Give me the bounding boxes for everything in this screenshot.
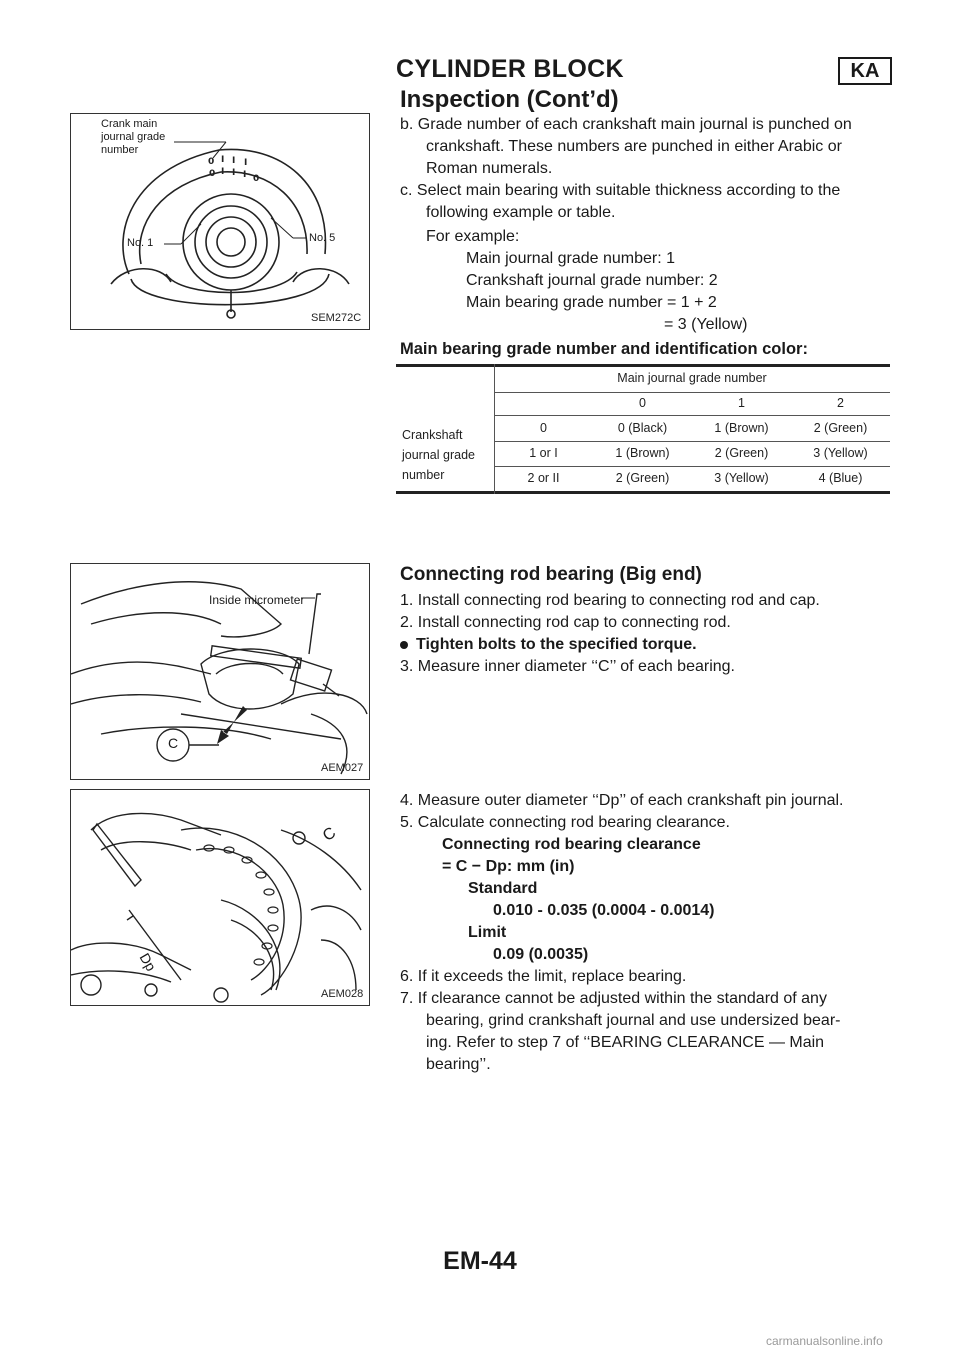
column-header: 1 (738, 396, 745, 410)
direction-arrow (217, 706, 247, 744)
row-group-line: number (402, 468, 445, 482)
callout-line: number (101, 144, 139, 156)
step-line: bearing, grind crankshaft journal and use undersized bear- (426, 1012, 841, 1029)
step-line: 5. Calculate connecting rod bearing clearance. (400, 814, 730, 831)
table-cell: 2 (Green) (813, 421, 868, 435)
page-subtitle: Inspection (Cont’d) (400, 86, 619, 113)
column-header: 2 (837, 396, 844, 410)
row-group-line: Crankshaft (402, 428, 463, 442)
figure-outer-micrometer (70, 789, 370, 1006)
column-header: 0 (639, 396, 646, 410)
row-header: 0 (540, 421, 547, 435)
row-group-line: journal grade (402, 448, 475, 462)
figure-crank-grade (70, 113, 370, 330)
example-line: Crankshaft journal grade number: 2 (466, 272, 718, 289)
figure-code: AEM027 (321, 762, 364, 774)
example-line: Main journal grade number: 1 (466, 250, 676, 267)
svg-text:0: 0 (253, 174, 260, 184)
table-cell: 4 (Blue) (818, 471, 863, 485)
svg-text:0: 0 (208, 157, 215, 167)
table-cell: 2 (Green) (714, 446, 769, 460)
step-b-line: b. Grade number of each crankshaft main journal is punched on (400, 116, 852, 133)
step-line: 4. Measure outer diameter ‘‘Dp’’ of each crankshaft pin journal. (400, 792, 844, 809)
outer-micrometer-illustration (71, 790, 369, 1005)
callout-dp: Dp (136, 950, 160, 974)
svg-text:I: I (232, 156, 236, 166)
callout-line: journal grade (101, 131, 166, 143)
bullet-icon (400, 641, 408, 649)
step-b-line: Roman numerals. (426, 160, 553, 177)
table-cell: 1 (Brown) (714, 421, 769, 435)
engine-badge: KA (838, 57, 892, 85)
step-b-line: crankshaft. These numbers are punched in either Arabic or (426, 138, 842, 155)
page-number: EM-44 (443, 1247, 517, 1275)
row-group-header (402, 425, 475, 485)
formula-line: = C − Dp: mm (in) (442, 858, 575, 875)
spec-label: Standard (468, 880, 538, 897)
watermark: carmanualsonline.info (766, 1334, 883, 1348)
step-line: 7. If clearance cannot be adjusted within the standard of any (400, 990, 827, 1007)
step-line: 1. Install connecting rod bearing to connecting rod and cap. (400, 592, 820, 609)
callout-no5: No. 5 (309, 232, 336, 244)
figure-code: AEM028 (321, 988, 364, 1000)
callout-line: Crank main (101, 118, 158, 130)
grade-table (396, 364, 890, 494)
svg-text:I: I (244, 158, 248, 168)
bullet-line (400, 634, 697, 656)
step-line: 6. If it exceeds the limit, replace bearing. (400, 968, 687, 985)
svg-text:I: I (221, 155, 225, 165)
callout-no1: No. 1 (127, 237, 154, 249)
table-cell: 1 (Brown) (615, 446, 670, 460)
step-line: 2. Install connecting rod cap to connecting rod. (400, 614, 731, 631)
figure-code: SEM272C (311, 312, 362, 324)
table-cell: 3 (Yellow) (714, 471, 769, 485)
spec-label: Limit (468, 924, 507, 941)
callout-c: C (168, 735, 179, 751)
callout-c: C (319, 824, 340, 845)
bullet-text: Tighten bolts to the specified torque. (416, 636, 697, 653)
row-header: 2 or II (527, 471, 560, 485)
spec-value: 0.09 (0.0035) (493, 946, 589, 963)
example-result: = 3 (Yellow) (664, 316, 748, 333)
section-title: CYLINDER BLOCK (396, 55, 624, 83)
step-c-line: c. Select main bearing with suitable thickness according to the (400, 182, 841, 199)
svg-text:I: I (232, 168, 236, 178)
example-label: For example: (426, 228, 520, 245)
svg-text:0: 0 (209, 169, 216, 179)
svg-text:I: I (221, 167, 225, 177)
callout-crank-main (101, 118, 165, 157)
figure-inside-micrometer (70, 563, 370, 780)
step-c-line: following example or table. (426, 204, 616, 221)
step-line: 3. Measure inner diameter ‘‘C’’ of each bearing. (400, 658, 735, 675)
table-cell: 0 (Black) (617, 421, 668, 435)
row-header: 1 or I (529, 446, 558, 460)
column-group-header: Main journal grade number (617, 371, 767, 385)
table-heading: Main bearing grade number and identification color: (400, 340, 808, 358)
table-cell: 2 (Green) (615, 471, 670, 485)
formula-line: Connecting rod bearing clearance (442, 836, 701, 853)
svg-text:I: I (243, 170, 247, 180)
callout-inside-micrometer: Inside micrometer (209, 593, 305, 607)
example-line: Main bearing grade number = 1 + 2 (466, 294, 717, 311)
spec-value: 0.010 - 0.035 (0.0004 - 0.0014) (493, 902, 715, 919)
table-cell: 3 (Yellow) (813, 446, 868, 460)
step-line: ing. Refer to step 7 of ‘‘BEARING CLEARANCE — Main (426, 1034, 825, 1051)
section-heading: Connecting rod bearing (Big end) (400, 564, 702, 585)
step-line: bearing’’. (426, 1056, 491, 1073)
